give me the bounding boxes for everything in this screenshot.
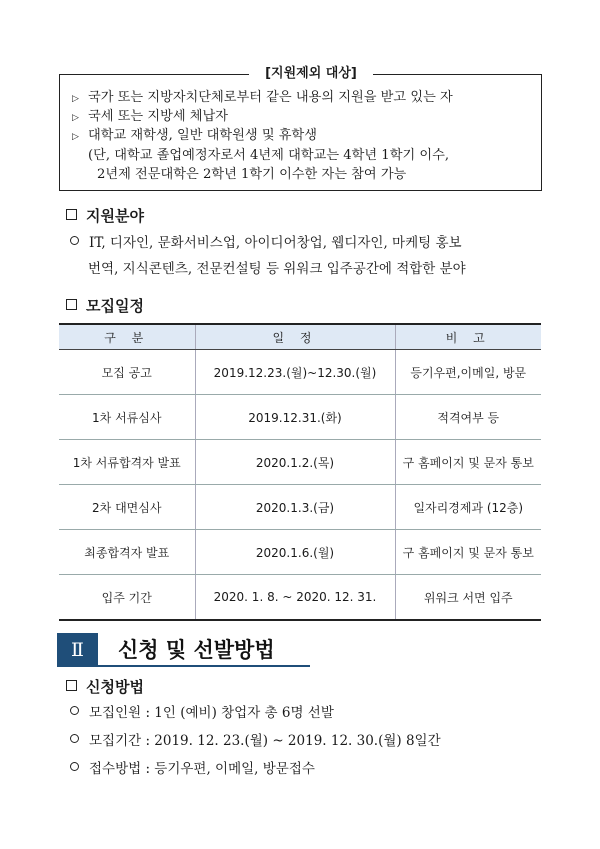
table-cell: 2019.12.23.(월)~12.30.(월) bbox=[195, 350, 395, 395]
table-cell: 구 홈페이지 및 문자 통보 bbox=[395, 440, 541, 485]
table-cell: 1차 서류심사 bbox=[59, 395, 195, 440]
exclusion-title: [지원제외 대상] bbox=[249, 64, 373, 84]
table-cell: 2020.1.2.(목) bbox=[195, 440, 395, 485]
application-item: 모집인원 : 1인 (예비) 창업자 총 6명 선발 bbox=[70, 703, 334, 723]
application-item: 모집기간 : 2019. 12. 23.(월) ~ 2019. 12. 30.(월) 8일간 bbox=[70, 731, 441, 751]
application-item: 접수방법 : 등기우편, 이메일, 방문접수 bbox=[70, 759, 315, 779]
application-heading: 신청방법 bbox=[66, 677, 144, 697]
table-cell: 위워크 서면 입주 bbox=[395, 575, 541, 621]
circle-bullet-icon bbox=[70, 734, 79, 743]
table-cell: 적격여부 등 bbox=[395, 395, 541, 440]
table-cell: 모집 공고 bbox=[59, 350, 195, 395]
exclusion-note-line2: 2년제 전문대학은 2학년 1학기 이수한 자는 참여 가능 bbox=[97, 167, 407, 182]
circle-bullet-icon bbox=[70, 762, 79, 771]
exclusion-note-line1: (단, 대학교 졸업예정자로서 4년제 대학교는 4학년 1학기 이수, bbox=[88, 148, 450, 163]
exclusion-item: ▷ 국세 또는 지방세 체납자 bbox=[72, 108, 228, 127]
triangle-bullet-icon: ▷ bbox=[72, 113, 79, 123]
support-field-heading: 지원분야 bbox=[66, 206, 144, 226]
table-cell: 등기우편,이메일, 방문 bbox=[395, 350, 541, 395]
column-header: 비 고 bbox=[395, 324, 541, 350]
table-cell: 최종합격자 발표 bbox=[59, 530, 195, 575]
table-cell: 구 홈페이지 및 문자 통보 bbox=[395, 530, 541, 575]
table-header-row bbox=[59, 324, 541, 350]
circle-bullet-icon bbox=[70, 706, 79, 715]
square-bullet-icon bbox=[66, 299, 77, 310]
table-row bbox=[59, 485, 541, 530]
square-bullet-icon bbox=[66, 209, 77, 220]
table-cell: 입주 기간 bbox=[59, 575, 195, 621]
exclusion-item: ▷ 대학교 재학생, 일반 대학원생 및 휴학생 bbox=[72, 127, 317, 146]
table-row bbox=[59, 530, 541, 575]
support-field-line1: IT, 디자인, 문화서비스업, 아이디어창업, 웹디자인, 마케팅 홍보 bbox=[70, 233, 462, 253]
table-cell: 2020.1.3.(금) bbox=[195, 485, 395, 530]
section-number-badge: Ⅱ bbox=[57, 633, 98, 667]
circle-bullet-icon bbox=[70, 236, 79, 245]
table-cell: 2020.1.6.(월) bbox=[195, 530, 395, 575]
section-title-underline bbox=[98, 665, 310, 667]
schedule-table bbox=[59, 323, 541, 621]
triangle-bullet-icon: ▷ bbox=[72, 94, 79, 104]
section-title: 신청 및 선발방법 bbox=[118, 638, 275, 662]
triangle-bullet-icon: ▷ bbox=[72, 132, 79, 142]
table-row bbox=[59, 440, 541, 485]
table-cell: 2차 대면심사 bbox=[59, 485, 195, 530]
table-cell: 2019.12.31.(화) bbox=[195, 395, 395, 440]
support-field-line2: 번역, 지식콘텐츠, 전문컨설팅 등 위워크 입주공간에 적합한 분야 bbox=[88, 261, 466, 277]
table-cell: 2020. 1. 8. ~ 2020. 12. 31. bbox=[195, 575, 395, 621]
exclusion-item: ▷ 국가 또는 지방자치단체로부터 같은 내용의 지원을 받고 있는 자 bbox=[72, 89, 453, 108]
square-bullet-icon bbox=[66, 680, 77, 691]
column-header: 구 분 bbox=[59, 324, 195, 350]
table-row bbox=[59, 395, 541, 440]
table-row bbox=[59, 350, 541, 395]
column-header: 일 정 bbox=[195, 324, 395, 350]
schedule-heading: 모집일정 bbox=[66, 296, 144, 316]
table-cell: 일자리경제과 (12층) bbox=[395, 485, 541, 530]
table-cell: 1차 서류합격자 발표 bbox=[59, 440, 195, 485]
table-row bbox=[59, 575, 541, 621]
